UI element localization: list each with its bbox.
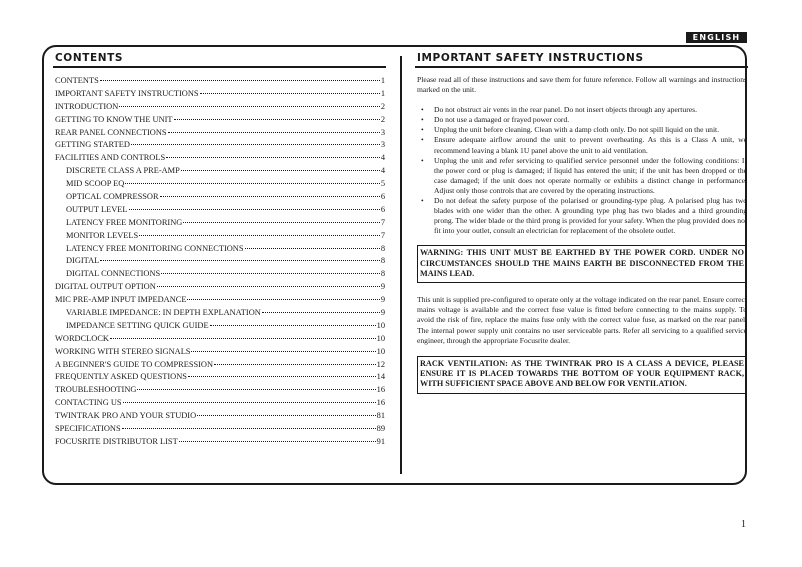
toc-leader-dots [129, 209, 380, 210]
toc-entry-page: 12 [376, 359, 385, 369]
toc-entry-page: 89 [376, 424, 385, 434]
toc-leader-dots [181, 170, 380, 171]
safety-bullet: • Do not use a damaged or frayed power cord. [417, 115, 747, 125]
toc-entry-page: 9 [380, 282, 385, 292]
toc-entry [55, 191, 385, 204]
toc-entry [55, 204, 385, 217]
toc-entry-title: SPECIFICATIONS [55, 424, 121, 434]
toc-entry [55, 410, 385, 423]
toc-entry-title: IMPEDANCE SETTING QUICK GUIDE [66, 320, 209, 330]
page-number: 1 [741, 519, 746, 530]
toc-entry-title: DIGITAL OUTPUT OPTION [55, 282, 156, 292]
toc-entry [55, 127, 385, 140]
toc-leader-dots [123, 402, 376, 403]
toc-leader-dots [210, 325, 376, 326]
toc-entry-page: 8 [380, 256, 385, 266]
toc-entry-title: REAR PANEL CONNECTIONS [55, 127, 167, 137]
toc-leader-dots [161, 273, 380, 274]
toc-leader-dots [119, 106, 380, 107]
toc-entry-title: CONTACTING US [55, 398, 122, 408]
toc-entry-page: 6 [380, 192, 385, 202]
toc-entry [55, 165, 385, 178]
toc-entry [55, 333, 385, 346]
toc-entry-title: FOCUSRITE DISTRIBUTOR LIST [55, 436, 178, 446]
toc-entry [55, 178, 385, 191]
toc-entry-page: 1 [380, 76, 385, 85]
toc-entry-page: 10 [376, 346, 385, 356]
toc-entry-page: 5 [380, 179, 385, 189]
toc-leader-dots [131, 144, 380, 145]
toc-entry [55, 294, 385, 307]
safety-bullet: • Ensure adequate airflow around the unit to prevent overheating. As this is a Class A unit, we recommend leaving a blank 1U panel above the unit to aid ventilation. [417, 135, 747, 155]
toc-entry-title: MIC PRE-AMP INPUT IMPEDANCE [55, 295, 187, 305]
toc-entry-page: 1 [380, 88, 385, 98]
toc-entry [55, 397, 385, 410]
toc-entry [55, 139, 385, 152]
toc-entry-title: WORDCLOCK [55, 333, 109, 343]
toc-entry [55, 88, 385, 101]
toc-entry-page: 16 [376, 385, 385, 395]
toc-leader-dots [160, 196, 380, 197]
safety-bullet-list [417, 105, 747, 236]
toc-entry-page: 14 [376, 372, 385, 382]
toc-leader-dots [245, 248, 380, 249]
toc-entry-page: 4 [380, 153, 385, 163]
safety-bullet: • Unplug the unit and refer servicing to qualified service personnel under the following conditions: If the power cord or plug is damaged; if liquid has entered the unit; if the unit has been dropped or the case damaged; if the unit does not operate normally or exhibits a distinct change in performance. Adjust only those controls that are covered by the operating instructions. [417, 156, 747, 196]
toc-entry-page: 7 [380, 217, 385, 227]
toc-entry [55, 281, 385, 294]
toc-entry-title: IMPORTANT SAFETY INSTRUCTIONS [55, 88, 199, 98]
toc-entry-title: WORKING WITH STEREO SIGNALS [55, 346, 191, 356]
rack-ventilation-box: RACK VENTILATION: AS THE TWINTRAK PRO IS A CLASS A DEVICE, PLEASE ENSURE IT IS PLACED TOWARDS THE BOTTOM OF YOUR EQUIPMENT RACK, WITH SUFFICIENT SPACE ABOVE AND BELOW FOR VENTILATION. [417, 356, 747, 394]
toc-entry [55, 268, 385, 281]
toc-entry-page: 81 [376, 411, 385, 421]
safety-bullet: • Do not defeat the safety purpose of the polarised or grounding-type plug. A polarised plug has two blades with one wider than the other. A grounding type plug has two blades and a third grounding prong. The wider blade or the third prong is provided for your safety. When the plug provided does not fit into your outlet, consult an electrician for replacement of the obsolete outlet. [417, 196, 747, 236]
toc-entry-page: 7 [380, 230, 385, 240]
contents-rule [53, 66, 386, 68]
toc-leader-dots [122, 428, 376, 429]
toc-entry-title: A BEGINNER'S GUIDE TO COMPRESSION [55, 359, 214, 369]
safety-intro: Please read all of these instructions and save them for future reference. Follow all warnings and instructions marked on the unit. [417, 75, 747, 95]
toc-entry-title: INTRODUCTION [55, 101, 119, 111]
toc-entry-page: 8 [380, 269, 385, 279]
language-badge: ENGLISH [686, 32, 747, 43]
toc-leader-dots [139, 235, 380, 236]
power-supply-text: This unit is supplied pre-configured to operate only at the voltage indicated on the rear panel. Ensure correct mains voltage is available and the correct fuse value is fitted before connecting to the mains supply. To avoid the risk of fire, replace the mains fuse only with the correct value fuse, as marked on the rear panel. The internal power supply unit contains no user serviceable parts. Refer all servicing to a qualified service engineer, through the appropriate Focusrite dealer. [417, 295, 747, 345]
toc-entry [55, 255, 385, 268]
toc-entry-title: GETTING STARTED [55, 140, 130, 150]
toc-entry-title: MONITOR LEVELS [66, 230, 139, 240]
toc-leader-dots [179, 441, 376, 442]
toc-entry [55, 114, 385, 127]
toc-entry [55, 243, 385, 256]
toc-entry-title: LATENCY FREE MONITORING CONNECTIONS [66, 243, 244, 253]
toc-leader-dots [137, 389, 375, 390]
toc-leader-dots [214, 364, 376, 365]
toc-entry [55, 436, 385, 449]
toc-leader-dots [125, 183, 379, 184]
toc-entry-page: 2 [380, 114, 385, 124]
toc-leader-dots [100, 260, 380, 261]
toc-entry-title: VARIABLE IMPEDANCE: IN DEPTH EXPLANATION [66, 308, 261, 318]
toc-leader-dots [157, 286, 380, 287]
toc-entry-page: 10 [376, 320, 385, 330]
toc-entry-page: 16 [376, 398, 385, 408]
toc-leader-dots [166, 157, 380, 158]
toc-entry-title: DISCRETE CLASS A PRE-AMP [66, 166, 180, 176]
safety-bullet: • Do not obstruct air vents in the rear panel. Do not insert objects through any apertures. [417, 105, 747, 115]
toc-entry [55, 320, 385, 333]
toc-leader-dots [174, 119, 380, 120]
safety-section [417, 75, 747, 394]
toc-leader-dots [200, 93, 380, 94]
toc-entry-page: 3 [380, 127, 385, 137]
toc-entry-title: TROUBLESHOOTING [55, 385, 137, 395]
safety-rule [415, 66, 748, 68]
toc-entry-page: 4 [380, 166, 385, 176]
toc-entry-title: DIGITAL [66, 256, 100, 266]
table-of-contents [55, 75, 385, 449]
toc-entry-title: DIGITAL CONNECTIONS [66, 269, 161, 279]
toc-entry [55, 230, 385, 243]
toc-entry-page: 10 [376, 333, 385, 343]
toc-entry-title: OUTPUT LEVEL [66, 204, 128, 214]
toc-entry [55, 152, 385, 165]
toc-entry-title: FREQUENTLY ASKED QUESTIONS [55, 372, 187, 382]
toc-entry-page: 8 [380, 243, 385, 253]
toc-entry-title: GETTING TO KNOW THE UNIT [55, 114, 173, 124]
toc-entry-title: CONTENTS [55, 76, 99, 85]
toc-entry [55, 217, 385, 230]
toc-entry-page: 9 [380, 295, 385, 305]
toc-entry-page: 6 [380, 204, 385, 214]
toc-leader-dots [188, 376, 376, 377]
toc-entry [55, 75, 385, 88]
toc-entry [55, 346, 385, 359]
earth-warning-box: WARNING: THIS UNIT MUST BE EARTHED BY THE POWER CORD. UNDER NO CIRCUMSTANCES SHOULD THE MAINS EARTH BE DISCONNECTED FROM THE MAINS LEAD. [417, 245, 747, 283]
toc-entry-title: LATENCY FREE MONITORING [66, 217, 183, 227]
toc-entry-page: 91 [376, 436, 385, 446]
toc-entry-title: MID SCOOP EQ [66, 179, 125, 189]
toc-leader-dots [168, 132, 380, 133]
toc-leader-dots [191, 351, 375, 352]
toc-leader-dots [183, 222, 379, 223]
safety-heading: IMPORTANT SAFETY INSTRUCTIONS [417, 52, 644, 64]
toc-leader-dots [100, 80, 380, 81]
column-divider [400, 56, 402, 474]
safety-bullet: • Unplug the unit before cleaning. Clean with a damp cloth only. Do not spill liquid on the unit. [417, 125, 747, 135]
toc-entry-title: FACILITIES AND CONTROLS [55, 153, 166, 163]
toc-leader-dots [110, 338, 376, 339]
toc-leader-dots [187, 299, 379, 300]
toc-leader-dots [197, 415, 375, 416]
toc-entry-page: 2 [380, 101, 385, 111]
contents-heading: CONTENTS [55, 52, 124, 64]
toc-leader-dots [262, 312, 380, 313]
toc-entry [55, 359, 385, 372]
toc-entry [55, 101, 385, 114]
toc-entry-page: 3 [380, 140, 385, 150]
toc-entry [55, 371, 385, 384]
toc-entry [55, 423, 385, 436]
toc-entry-title: TWINTRAK PRO AND YOUR STUDIO [55, 411, 197, 421]
toc-entry [55, 307, 385, 320]
toc-entry-title: OPTICAL COMPRESSOR [66, 192, 159, 202]
toc-entry [55, 384, 385, 397]
toc-entry-page: 9 [380, 308, 385, 318]
